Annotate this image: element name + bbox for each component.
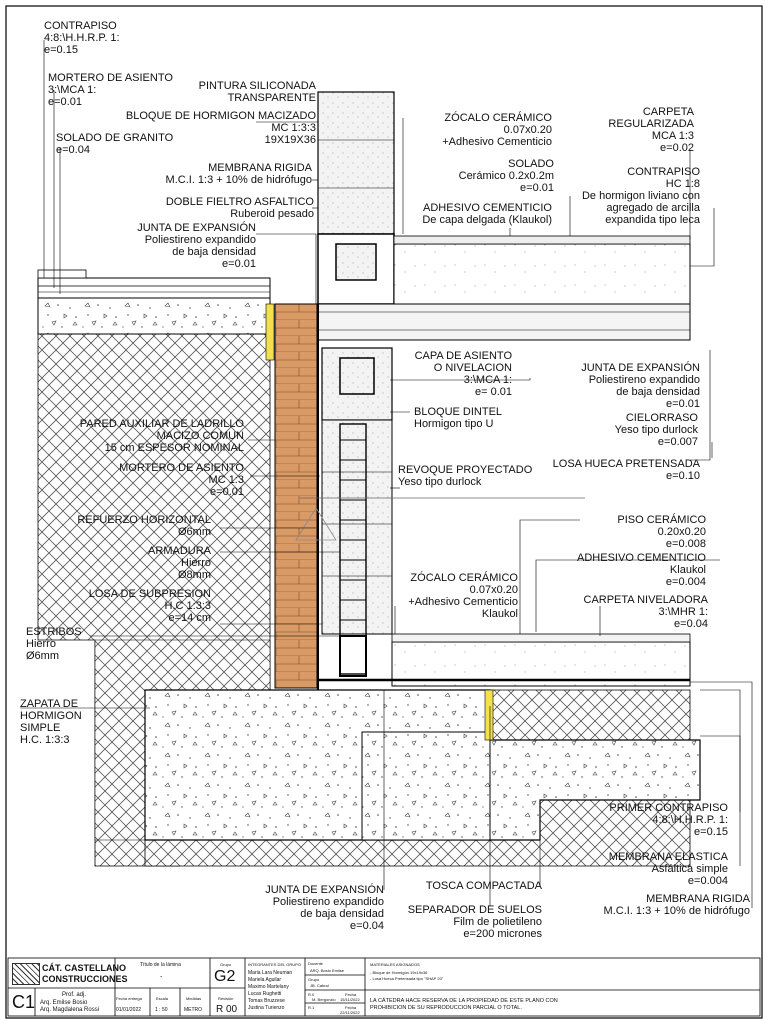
label-armadura-line-2: Hierro <box>181 557 211 569</box>
label-piso-ceramico-line-3: e=0.008 <box>665 538 706 550</box>
label-mortero-asiento-top-line-3: e=0.01 <box>48 96 82 108</box>
label-estribos-line-2: Hierro <box>26 638 56 650</box>
label-mortero-asiento-mid-line-2: MC 1:3 <box>208 474 244 486</box>
member-2: Mariela Aguilar <box>248 977 282 983</box>
label-contrapiso-right-line-3: De hormigon liviano con <box>581 190 700 202</box>
label-contrapiso-right-line-4: agregado de arcilla <box>606 202 700 214</box>
member-4: Lucas Rughetti <box>248 991 282 997</box>
member-5: Tomas Bruzzese <box>248 998 285 1004</box>
label-zocalo-low-line-1: ZÓCALO CERÁMICO <box>410 572 518 584</box>
label-bloque-dintel-line-2: Hormigon tipo U <box>414 418 494 430</box>
label-tosca-line-1: TOSCA COMPACTADA <box>425 880 542 892</box>
label-piso-ceramico-line-1: PISO CERÁMICO <box>617 514 706 526</box>
materials-label: MATERIALES ASIGNADOS <box>370 962 420 967</box>
rev1-code: R.1 <box>308 1005 315 1010</box>
label-pintura-line-2: TRANSPARENTE <box>227 92 316 104</box>
label-armadura-line-1: ARMADURA <box>148 545 211 557</box>
label-membrana-elastica-line-1: MEMBRANA ELASTICA <box>608 851 728 863</box>
brand-line-2: CONSTRUCCIONES <box>42 974 128 984</box>
units-value: METRO <box>184 1007 203 1013</box>
label-bloque-hormigon-line-2: MC 1:3:3 <box>271 122 316 134</box>
prof-name-1: Arq. Emilse Bosio <box>40 1000 88 1006</box>
label-junta-right-line-1: JUNTA DE EXPANSIÓN <box>581 362 700 374</box>
units-label: Medidas <box>186 996 202 1001</box>
grupo2-value: JB. Cabral <box>310 983 329 988</box>
label-contrapiso-right-line-2: HC 1:8 <box>665 178 700 190</box>
label-membrana-rigida-low-line-1: MEMBRANA RIGIDA <box>646 893 750 905</box>
label-pared-auxiliar-line-2: MACIZO COMUN <box>156 430 244 442</box>
label-junta-right-line-2: Poliestireno expandido <box>588 374 700 386</box>
label-junta-bottom-line-2: Poliestireno expandido <box>272 896 384 908</box>
label-solado-line-2: Cerámico 0.2x0.2m <box>458 170 554 182</box>
brand-logo-icon <box>12 963 40 985</box>
revision-value: R 00 <box>216 1004 238 1015</box>
member-3: Maximo Martelany <box>248 984 289 990</box>
docente-label: Docente <box>308 961 323 966</box>
label-junta-bottom-line-4: e=0.04 <box>350 920 384 932</box>
label-losa-hueca-line-2: e=0.10 <box>666 470 700 482</box>
label-membrana-rigida-top-line-1: MEMBRANA RIGIDA <box>208 162 312 174</box>
member-1: Maria Lara Neuman <box>248 970 293 976</box>
label-primer-contrapiso-line-1: PRIMER CONTRAPISO <box>609 802 728 814</box>
scale-value: 1 : 50 <box>155 1007 168 1013</box>
label-capa-asiento-line-2: O NIVELACION <box>433 362 512 374</box>
label-adhesivo-low-line-1: ADHESIVO CEMENTICIO <box>577 552 706 564</box>
label-membrana-elastica-line-2: Asfáltica simple <box>651 863 728 875</box>
date-label: Fecha entrega <box>116 996 142 1001</box>
label-capa-asiento-line-3: 3:\MCA 1: <box>463 374 512 386</box>
label-cielorraso-line-3: e=0.007 <box>657 436 698 448</box>
grupo2-label: Grupo <box>308 977 320 982</box>
label-cielorraso-line-1: CIELORRASO <box>625 412 698 424</box>
label-carpeta-reg-line-2: REGULARIZADA <box>608 118 694 130</box>
label-revoque-line-1: REVOQUE PROYECTADO <box>398 464 533 476</box>
material-2: - Losa Hueca Pretensada tipo "SHAP 20" <box>370 976 444 981</box>
label-junta-top-line-1: JUNTA DE EXPANSIÓN <box>137 222 256 234</box>
label-separador-line-2: Film de polietileno <box>453 916 542 928</box>
rev1-date: 22/11/2022 <box>340 1010 360 1015</box>
label-zocalo-top-line-1: ZÓCALO CERÁMICO <box>444 112 552 124</box>
label-zapata-line-4: H.C. 1:3:3 <box>20 734 70 746</box>
title-label: Título de la lámina <box>140 962 181 968</box>
label-membrana-elastica-line-3: e=0.004 <box>687 875 728 887</box>
label-junta-right-line-4: e=0.01 <box>666 398 700 410</box>
label-junta-bottom-line-1: JUNTA DE EXPANSIÓN <box>265 884 384 896</box>
label-contrapiso-right-line-1: CONTRAPISO <box>627 166 700 178</box>
members-label: INTEGRANTES DEL GRUPO <box>248 962 301 967</box>
label-pared-auxiliar-line-3: 15 cm ESPESOR NOMINAL <box>104 442 244 454</box>
rev0-date: 15/11/2022 <box>340 997 360 1002</box>
title-value: - <box>160 974 163 981</box>
label-doble-fieltro-line-1: DOBLE FIELTRO ASFALTICO <box>165 196 314 208</box>
label-carpeta-reg-line-3: MCA 1:3 <box>651 130 694 142</box>
rev0-code: R.0 <box>308 992 315 997</box>
label-junta-right-line-3: de baja densidad <box>616 386 700 398</box>
label-adhesivo-top-line-2: De capa delgada (Klaukol) <box>422 214 552 226</box>
label-carpeta-reg-line-1: CARPETA <box>642 106 694 118</box>
label-mortero-asiento-top-line-1: MORTERO DE ASIENTO <box>48 72 173 84</box>
label-bloque-hormigon-line-3: 19X19X36 <box>264 134 316 146</box>
rights-line-2: PROHIBICION DE SU REPRODUCCION PARCIAL O TOTAL. <box>370 1005 522 1011</box>
label-junta-top-line-4: e=0.01 <box>222 258 256 270</box>
label-bloque-dintel-line-1: BLOQUE DINTEL <box>414 406 503 418</box>
label-zocalo-low-line-2: 0.07x0.20 <box>469 584 518 596</box>
label-doble-fieltro-line-2: Ruberoid pesado <box>230 208 314 220</box>
label-bloque-hormigon-line-1: BLOQUE DE HORMIGON MACIZADO <box>125 110 316 122</box>
label-mortero-asiento-top-line-2: 3:\MCA 1: <box>48 84 97 96</box>
label-zapata-line-3: SIMPLE <box>20 722 61 734</box>
label-membrana-rigida-top-line-2: M.C.I. 1:3 + 10% de hidrófugo <box>165 174 312 186</box>
member-6: Justina Turienzo <box>248 1005 285 1011</box>
label-carpeta-niv-line-1: CARPETA NIVELADORA <box>583 594 708 606</box>
scale-label: Escala <box>156 996 169 1001</box>
material-1: - Bloque de Hormigón 19x19x36 <box>370 970 428 975</box>
label-losa-subpresion-line-2: H.C 1:3:3 <box>164 600 211 612</box>
revision-label: Revisión <box>218 996 234 1001</box>
label-contrapiso-left-line-3: e=0.15 <box>44 44 78 56</box>
label-capa-asiento-line-4: e= 0.01 <box>474 386 512 398</box>
label-contrapiso-left-line-1: CONTRAPISO <box>44 20 117 32</box>
label-adhesivo-low-line-3: e=0.004 <box>665 576 706 588</box>
label-mortero-asiento-mid-line-3: e=0.01 <box>210 486 244 498</box>
label-losa-subpresion-line-1: LOSA DE SUBPRESION <box>88 588 211 600</box>
label-solado-granito-line-2: e=0.04 <box>56 144 90 156</box>
rev0-name: M. Bergonzio <box>312 997 336 1002</box>
label-revoque-line-2: Yeso tipo durlock <box>398 476 482 488</box>
sheet-code: C1 <box>12 992 36 1012</box>
label-estribos-line-1: ESTRIBOS <box>26 626 82 638</box>
label-losa-hueca-line-1: LOSA HUECA PRETENSADA <box>552 458 700 470</box>
label-losa-subpresion-line-3: e=14 cm <box>168 612 211 624</box>
label-zocalo-low-line-4: Klaukol <box>481 608 518 620</box>
label-adhesivo-top-line-1: ADHESIVO CEMENTICIO <box>423 202 552 214</box>
label-pared-auxiliar-line-1: PARED AUXILIAR DE LADRILLO <box>79 418 244 430</box>
label-refuerzo-line-2: Ø6mm <box>178 526 211 538</box>
label-carpeta-niv-line-2: 3:\MHR 1: <box>658 606 708 618</box>
label-primer-contrapiso-line-2: 4:8:\H.H.R.P. 1: <box>652 814 728 826</box>
label-solado-granito-line-1: SOLADO DE GRANITO <box>56 132 174 144</box>
label-junta-top-line-2: Poliestireno expandido <box>144 234 256 246</box>
label-adhesivo-low-line-2: Klaukol <box>669 564 706 576</box>
label-refuerzo-line-1: REFUERZO HORIZONTAL <box>77 514 211 526</box>
label-contrapiso-right-line-5: expandida tipo leca <box>605 214 700 226</box>
label-piso-ceramico-line-2: 0.20x0.20 <box>657 526 706 538</box>
rights-line-1: LA CÁTEDRA HACE RESERVA DE LA PROPIEDAD DE ESTE PLANO CON <box>370 998 558 1004</box>
label-carpeta-niv-line-3: e=0.04 <box>674 618 708 630</box>
label-estribos-line-3: Ø6mm <box>26 650 59 662</box>
label-zocalo-top-line-3: +Adhesivo Cementicio <box>442 136 552 148</box>
prof-name-2: Arq. Magdalena Rossi <box>40 1007 100 1013</box>
label-zocalo-top-line-2: 0.07x0.20 <box>503 124 552 136</box>
brand-line-1: CÁT. CASTELLANO <box>42 963 126 973</box>
label-solado-line-3: e=0.01 <box>520 182 554 194</box>
label-zapata-line-2: HORMIGON <box>20 710 82 722</box>
label-solado-line-1: SOLADO <box>508 158 554 170</box>
label-separador-line-1: SEPARADOR DE SUELOS <box>407 904 542 916</box>
fecha-label-2: Fecha <box>345 1005 357 1010</box>
label-membrana-rigida-low-line-2: M.C.I. 1:3 + 10% de hidrófugo <box>603 905 750 917</box>
label-capa-asiento-line-1: CAPA DE ASIENTO <box>414 350 512 362</box>
date-value: 01/01/2022 <box>116 1007 142 1013</box>
label-mortero-asiento-mid-line-1: MORTERO DE ASIENTO <box>119 462 244 474</box>
label-zapata-line-1: ZAPATA DE <box>20 698 79 710</box>
label-junta-bottom-line-3: de baja densidad <box>300 908 384 920</box>
label-separador-line-3: e=200 micrones <box>463 928 542 940</box>
label-contrapiso-left-line-2: 4:8:\H.H.R.P. 1: <box>44 32 120 44</box>
group-label: Grupo <box>220 962 232 967</box>
label-pintura-line-1: PINTURA SILICONADA <box>198 80 316 92</box>
group-value: G2 <box>214 968 236 985</box>
label-carpeta-reg-line-4: e=0.02 <box>660 142 694 154</box>
label-junta-top-line-3: de baja densidad <box>172 246 256 258</box>
prof-label: Prof. adj. <box>62 992 87 998</box>
docente-value: ARQ. Bosio Emilse <box>310 968 345 973</box>
label-armadura-line-3: Ø8mm <box>178 569 211 581</box>
label-cielorraso-line-2: Yeso tipo durlock <box>614 424 698 436</box>
fecha-label-1: Fecha <box>345 992 357 997</box>
label-zocalo-low-line-3: +Adhesivo Cementicio <box>408 596 518 608</box>
label-primer-contrapiso-line-3: e=0.15 <box>694 826 728 838</box>
